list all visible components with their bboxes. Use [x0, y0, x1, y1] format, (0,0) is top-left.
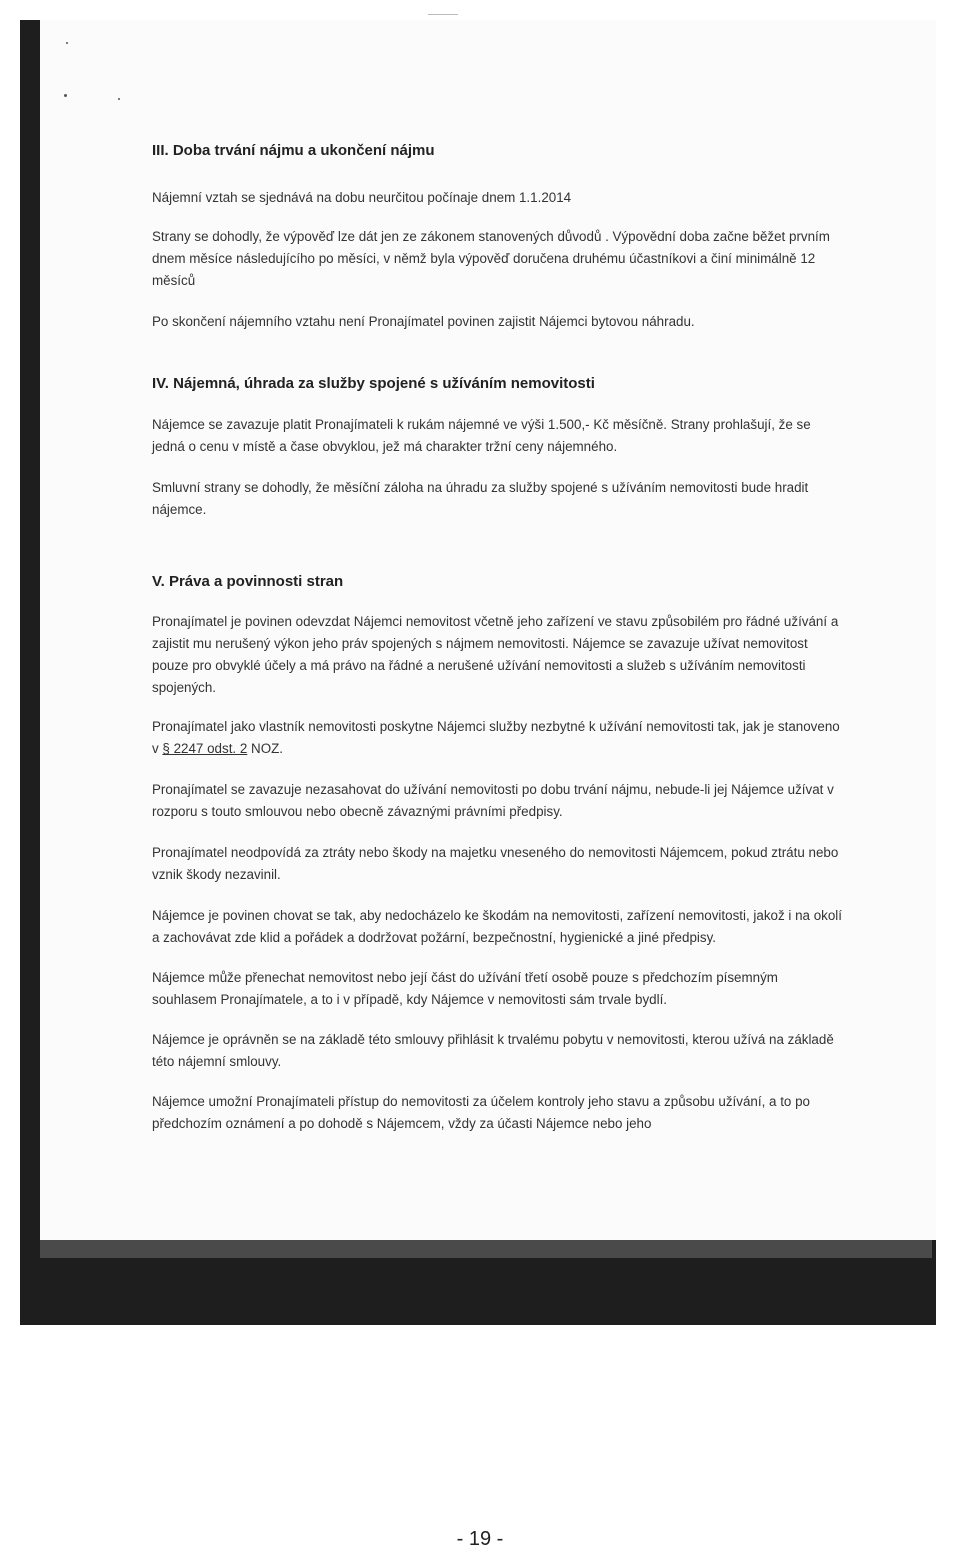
paragraph: Po skončení nájemního vztahu není Pronajímatel povinen zajistit Nájemci bytovou náhradu. [152, 314, 695, 329]
scan-border-left [20, 20, 40, 1325]
law-reference-link[interactable]: § 2247 odst. 2 [162, 741, 248, 756]
page-number: - 19 - [456, 1528, 504, 1550]
paragraph: Smluvní strany se dohodly, že měsíční záloha na úhradu za služby spojené s užíváním nemovitosti bude hradit nájemce. [152, 480, 809, 517]
paragraph: Nájemce je povinen chovat se tak, aby nedocházelo ke škodám na nemovitosti, zařízení nemovitosti, jakož i na okolí a zachovávat zde klid a pořádek a dodržovat požární, bezpečnostní, hygienické a jiné předpisy. [152, 908, 842, 945]
paragraph-text: Pronajímatel jako vlastník nemovitosti poskytne Nájemci služby nezbytné k užívání nemovitosti tak, jak je stanoveno v [152, 719, 840, 756]
paragraph-text: NOZ. [247, 741, 284, 756]
paragraph: Pronajímatel je povinen odevzdat Nájemci nemovitost včetně jeho zařízení ve stavu způsobilém pro řádné užívání a zajistit mu nerušený výkon jeho práv spojených s nájmem nemovitosti. Nájemce se zavazuje užívat nemovitost pouze pro obvyklé účely a má právo na řádné a nerušené užívání nemovitosti a služeb s užíváním nemovitosti spojených. [152, 614, 839, 695]
paragraph [152, 716, 842, 760]
paragraph: Pronajímatel neodpovídá za ztráty nebo škody na majetku vneseného do nemovitosti Nájemcem, pokud ztrátu nebo vznik škody nezavinil. [152, 845, 839, 882]
scan-speck [118, 98, 120, 100]
scan-speck [64, 94, 67, 97]
paragraph: Nájemce se zavazuje platit Pronajímateli k rukám nájemné ve výši 1.500,- Kč měsíčně. Strany prohlašují, že se jedná o cenu v místě a čase obvyklou, jež má charakter tržní ceny nájemného. [152, 417, 811, 454]
paragraph: Pronajímatel se zavazuje nezasahovat do užívání nemovitosti po dobu trvání nájmu, nebude-li jej Nájemce užívat v rozporu s touto smlouvou nebo obecně závaznými právními předpisy. [152, 782, 834, 819]
paragraph: Strany se dohodly, že výpověď lze dát jen ze zákonem stanovených důvodů . Výpovědní doba začne běžet prvním dnem měsíce následujícího po měsíci, v němž byla výpověď doručena druhému účastníkovi a činí minimálně 12 měsíců [152, 229, 830, 288]
paragraph: Nájemní vztah se sjednává na dobu neurčitou počínaje dnem 1.1.2014 [152, 190, 572, 205]
scan-speck [428, 14, 458, 15]
document-body [152, 140, 842, 1135]
paragraph: Nájemce může přenechat nemovitost nebo její část do užívání třetí osobě pouze s předchozím písemným souhlasem Pronajímatele, a to i v případě, kdy Nájemce v nemovitosti sám trvale bydlí. [152, 970, 778, 1007]
scan-border-bottom-shade [40, 1240, 936, 1258]
paragraph: Nájemce je oprávněn se na základě této smlouvy přihlásit k trvalému pobytu v nemovitosti, kterou užívá na základě této nájemní smlouvy. [152, 1032, 834, 1069]
section-heading: IV. Nájemná, úhrada za služby spojené s užíváním nemovitosti [152, 375, 595, 392]
paragraph: Nájemce umožní Pronajímateli přístup do nemovitosti za účelem kontroly jeho stavu a způsobu užívání, a to po předchozím oznámení a po dohodě s Nájemcem, vždy za účasti Nájemce nebo jeho [152, 1094, 810, 1131]
scan-border-right [932, 1240, 936, 1325]
section-heading: III. Doba trvání nájmu a ukončení nájmu [152, 142, 435, 159]
section-heading: V. Práva a povinnosti stran [152, 573, 344, 590]
scan-speck [66, 42, 68, 44]
